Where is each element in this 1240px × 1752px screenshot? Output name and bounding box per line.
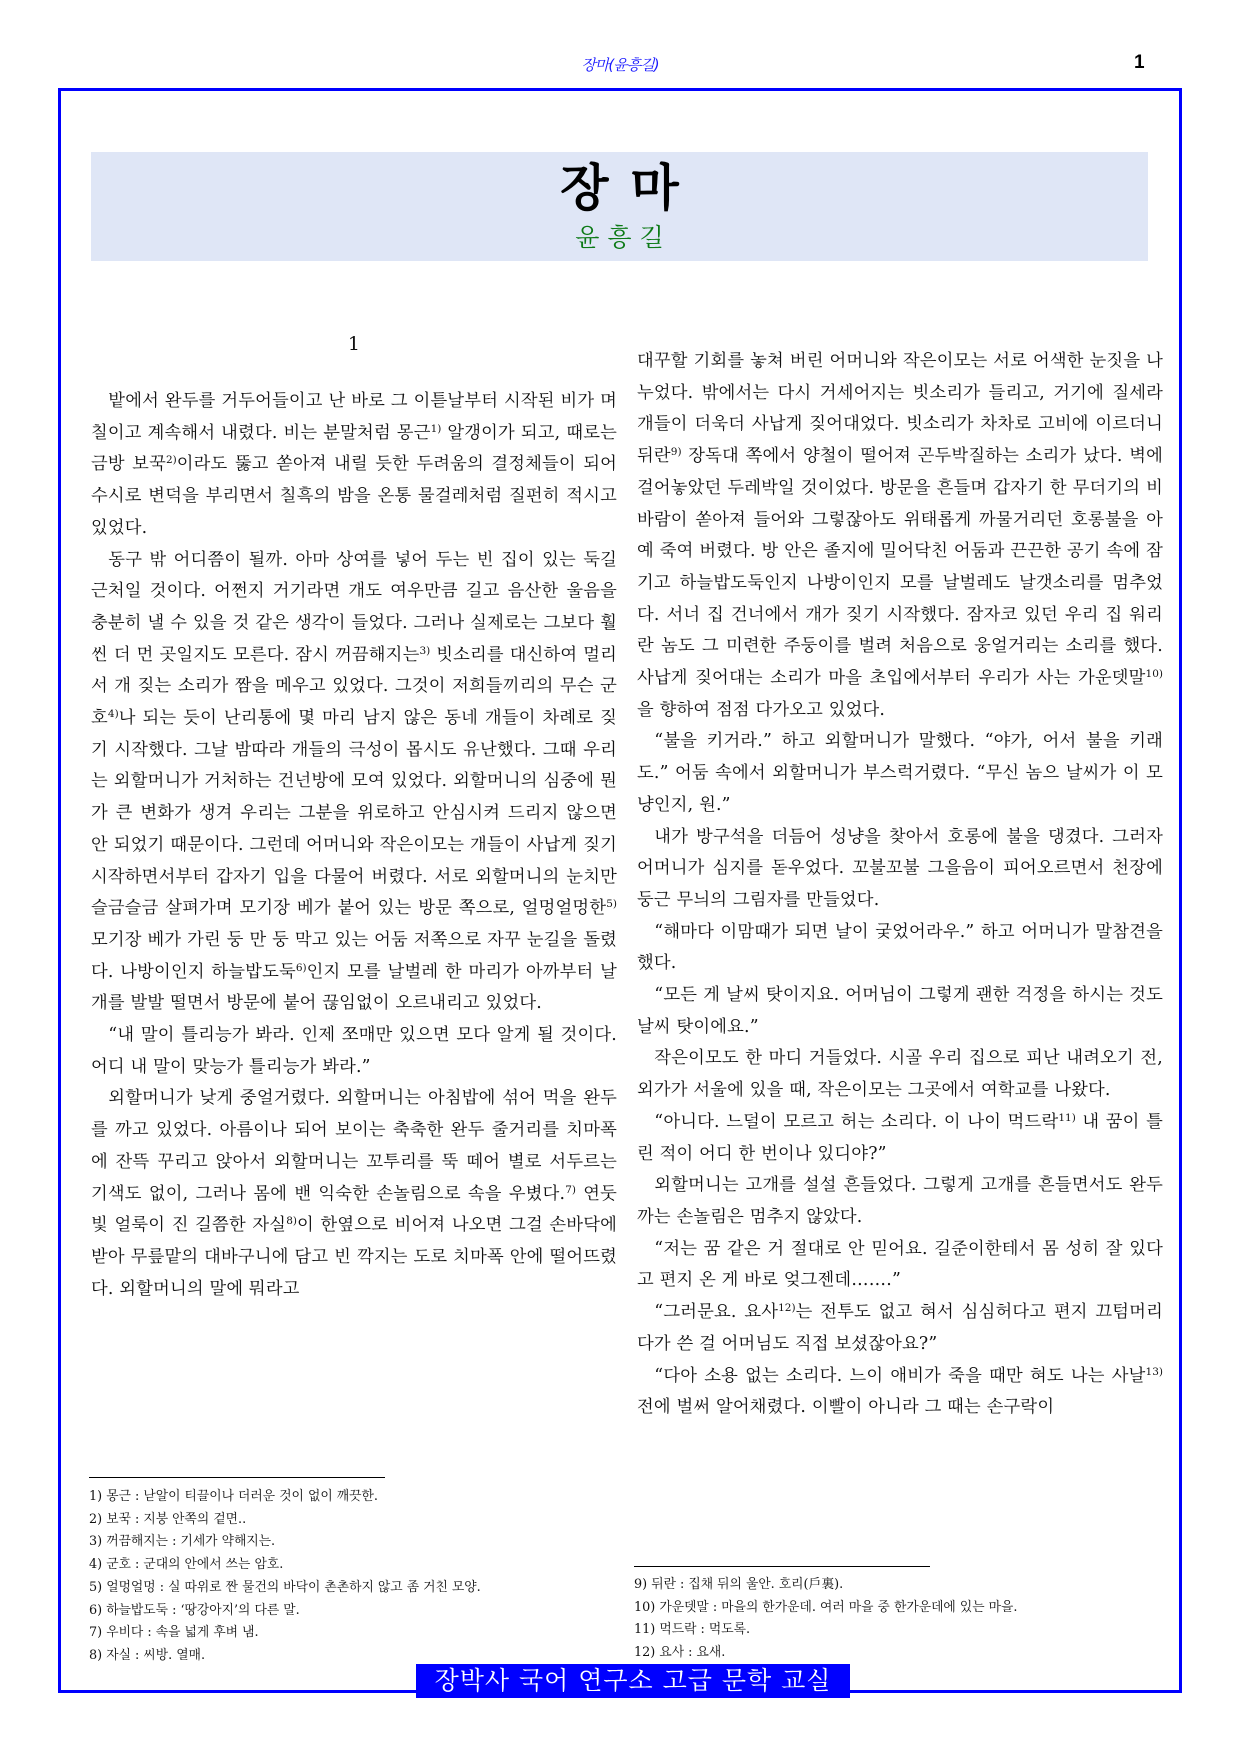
footnote: 11) 먹드락 : 먹도록. [634, 1622, 751, 1638]
paragraph: “내 말이 틀리능가 봐라. 인제 쪼매만 있으면 모다 알게 될 것이다. 어디 내 말이 맞능가 틀리능가 봐라.” [91, 1025, 617, 1077]
footnote-ref: 3) [419, 644, 431, 657]
footnote-ref: 7) [565, 1183, 577, 1196]
footnotes-right [634, 1574, 1017, 1665]
footnote: 3) 꺼끔해지는 : 기세가 약해지는. [89, 1534, 276, 1550]
footnote-ref: 9) [670, 446, 682, 459]
footnote: 8) 자실 : 씨방. 열매. [89, 1647, 206, 1663]
footnote-ref: 10) [1145, 668, 1163, 681]
footnote: 10) 가운뎃말 : 마을의 한가운데. 여러 마을 중 한가운데에 있는 마을. [634, 1599, 1018, 1615]
page-number: 1 [1134, 52, 1145, 73]
body-column-right [637, 346, 1163, 1424]
footnote: 4) 군호 : 군대의 안에서 쓰는 암호. [89, 1557, 284, 1573]
paragraph: “저는 꿈 같은 거 절대로 안 믿어요. 길준이한테서 몸 성히 잘 있다고 편지 온 게 바로 엊그젠데…….” [637, 1238, 1163, 1291]
paragraph: “그러문요. 요사$^{12)}$는 전투도 없고 혀서 심심허다고 편지 끄텀머리다가 쓴 걸 어머님도 직접 보셨잖아요?” [637, 1302, 1163, 1354]
paragraph: “해마다 이맘때가 되면 날이 궂었어라우.” 하고 어머니가 말참견을 했다. [637, 921, 1163, 974]
footnote: 12) 요사 : 요새. [634, 1645, 726, 1661]
body-column-left [91, 332, 617, 1305]
paragraph: 외할머니는 고개를 설설 흔들었다. 그렇게 고개를 흔들면서도 완두 까는 손놀림은 멈추지 않았다. [637, 1175, 1163, 1227]
paragraph: “아니다. 느덜이 모르고 허는 소리다. 이 나이 먹드락$^{11)}$ 내 꿈이 틀린 적이 어디 한 번이나 있디야?” [637, 1111, 1163, 1164]
paragraph: 외할머니가 낮게 중얼거렸다. 외할머니는 아침밥에 섞어 먹을 완두를 까고 있었다. 아름이나 되어 보이는 축축한 완두 줄거리를 치마폭에 잔뜩 꾸리고 앉아서 외할머니는 꼬투리를 뚝 떼어 별로 서두르는 기색도 없이, 그러나 몸에 밴 익숙한 손놀림으로 속을 우볐다.$^{7)}$ 연둣빛 얼룩이 진 길쯤한 자실$^{8)}$이 한옆으로 비어져 나오면 그걸 손바닥에 받아 무릎맡의 대바구니에 담고 빈 깍지는 도로 치마폭 안에 떨어뜨렸다. 외할머니의 말에 뭐라고 [91, 1088, 617, 1299]
footnote-ref: 4) [107, 708, 119, 721]
footnote-ref: 5) [606, 898, 617, 911]
footnote-ref: 13) [1145, 1365, 1163, 1378]
paragraph: 대꾸할 기회를 놓쳐 버린 어머니와 작은이모는 서로 어색한 눈짓을 나누었다. 밖에서는 다시 거세어지는 빗소리가 들리고, 거기에 질세라 개들이 더욱더 사납게 짖어대었다. 빗소리가 차차로 고비에 이르더니 뒤란$^{9)}$ 장독대 쪽에서 양철이 떨어져 곤두박질하는 소리가 났다. 벽에 걸어놓았던 두레박일 것이었다. 방문을 흔들며 갑자기 한 무더기의 비바람이 쏟아져 들어와 그렇잖아도 위태롭게 까물거리던 호롱불을 아예 죽여 버렸다. 방 안은 졸지에 밀어닥친 어둠과 끈끈한 공기 속에 잠기고 하늘밥도둑인지 나방이인지 모를 날벌레도 날갯소리를 멈추었다. 서너 집 건너에서 개가 짖기 시작했다. 잠자코 있던 우리 집 워리란 놈도 그 미련한 주둥이를 벌려 처음으로 웅얼거리는 소리를 했다. 사납게 짖어대는 소리가 마을 초입에서부터 우리가 사는 가운뎃말$^{10)}$을 향하여 점점 다가오고 있었다. [637, 351, 1163, 720]
footnote-ref: 11) [1058, 1111, 1076, 1124]
paragraph: “다아 소용 없는 소리다. 느이 애비가 죽을 때만 혀도 나는 사날$^{13)}$ 전에 벌써 알어채렸다. 이빨이 아니라 그 때는 손구락이 [637, 1365, 1163, 1418]
footnote-ref: 2) [165, 454, 177, 467]
story-author: 윤흥길 [575, 223, 672, 252]
footnote-ref: 6) [295, 961, 307, 974]
footnote: 9) 뒤란 : 집채 뒤의 울안. 호리(戶裏). [634, 1577, 844, 1592]
footnote-ref: 12) [778, 1302, 796, 1315]
paragraph: “모든 게 날씨 탓이지요. 어머님이 그렇게 괜한 걱정을 하시는 것도 날씨 탓이에요.” [637, 985, 1163, 1037]
section-number: 1 [347, 333, 361, 355]
paragraph: 밭에서 완두를 거두어들이고 난 바로 그 이튿날부터 시작된 비가 며칠이고 계속해서 내렸다. 비는 분말처럼 몽근$^{1)}$ 알갱이가 되고, 때로는 금방 보꾹$^{2)}$이라도 뚫고 쏟아져 내릴 듯한 두려움의 결정체들이 되어 수시로 변덕을 부리면서 칠흑의 밤을 온통 물걸레처럼 질펀히 적시고 있었다. [91, 391, 617, 538]
footnote-ref: 1) [430, 422, 442, 435]
footnote-divider [634, 1566, 930, 1567]
paragraph: 내가 방구석을 더듬어 성냥을 찾아서 호롱에 불을 댕겼다. 그러자 어머니가 심지를 돋우었다. 꼬불꼬불 그을음이 피어오르면서 천장에 둥근 무늬의 그림자를 만들었다. [637, 826, 1163, 910]
title-band [91, 152, 1148, 261]
story-title: 장마 [560, 159, 701, 217]
footnotes-left [89, 1486, 481, 1668]
paragraph: “불을 키거라.” 하고 외할머니가 말했다. “야가, 어서 불을 키래도.” 어둠 속에서 외할머니가 부스럭거렸다. “무신 놈으 날씨가 이 모냥인지, 원.” [637, 731, 1163, 815]
paragraph: 동구 밖 어디쯤이 될까. 아마 상여를 넣어 두는 빈 집이 있는 둑길 근처일 것이다. 어쩐지 거기라면 개도 여우만큼 길고 음산한 울음을 충분히 낼 수 있을 것 같은 생각이 들었다. 그러나 실제로는 그보다 훨씬 더 먼 곳일지도 모른다. 잠시 꺼끔해지는$^{3)}$ 빗소리를 대신하여 멀리서 개 짖는 소리가 짬을 메우고 있었다. 그것이 저희들끼리의 무슨 군호$^{4)}$나 되는 듯이 난리통에 몇 마리 남지 않은 동네 개들이 차례로 짖기 시작했다. 그날 밤따라 개들의 극성이 몹시도 유난했다. 그때 우리는 외할머니가 거처하는 건넌방에 모여 있었다. 외할머니의 심중에 뭔가 큰 변화가 생겨 우리는 그분을 위로하고 안심시켜 드리지 않으면 안 되었기 때문이다. 그런데 어머니와 작은이모는 개들이 사납게 짖기 시작하면서부터 갑자기 입을 다물어 버렸다. 서로 외할머니의 눈치만 슬금슬금 살펴가며 모기장 베가 붙어 있는 방문 쪽으로, 얼멍얼멍한$^{5)}$ 모기장 베가 가린 둥 만 둥 막고 있는 어둠 저쪽으로 자꾸 눈길을 돌렸다. 나방이인지 하늘밥도둑$^{6)}$인지 모를 날벌레 한 마리가 아까부터 날개를 발발 떨면서 방문에 붙어 끊임없이 오르내리고 있었다. [91, 549, 617, 1014]
footer-banner: 장박사 국어 연구소 고급 문학 교실 [416, 1664, 850, 1698]
footnote: 5) 얼멍얼멍 : 실 따위로 짠 물건의 바닥이 촌촌하지 않고 좀 거친 모양. [89, 1579, 481, 1595]
footnote-divider [89, 1477, 385, 1478]
footnote: 2) 보꾹 : 지붕 안쪽의 겉면.. [89, 1511, 247, 1527]
running-title: 장마(윤흥길) [581, 56, 659, 74]
footnote-ref: 8) [286, 1215, 297, 1228]
paragraph: 작은이모도 한 마디 거들었다. 시골 우리 집으로 피난 내려오기 전, 외가가 서울에 있을 때, 작은이모는 그곳에서 여학교를 나왔다. [637, 1048, 1163, 1101]
footnote: 1) 몽근 : 낟알이 티끌이나 더러운 것이 없이 깨끗한. [89, 1489, 378, 1504]
footnote: 6) 하늘밥도둑 : ‘땅강아지’의 다른 말. [89, 1602, 300, 1618]
footnote: 7) 우비다 : 속을 넓게 후벼 냄. [89, 1625, 259, 1641]
